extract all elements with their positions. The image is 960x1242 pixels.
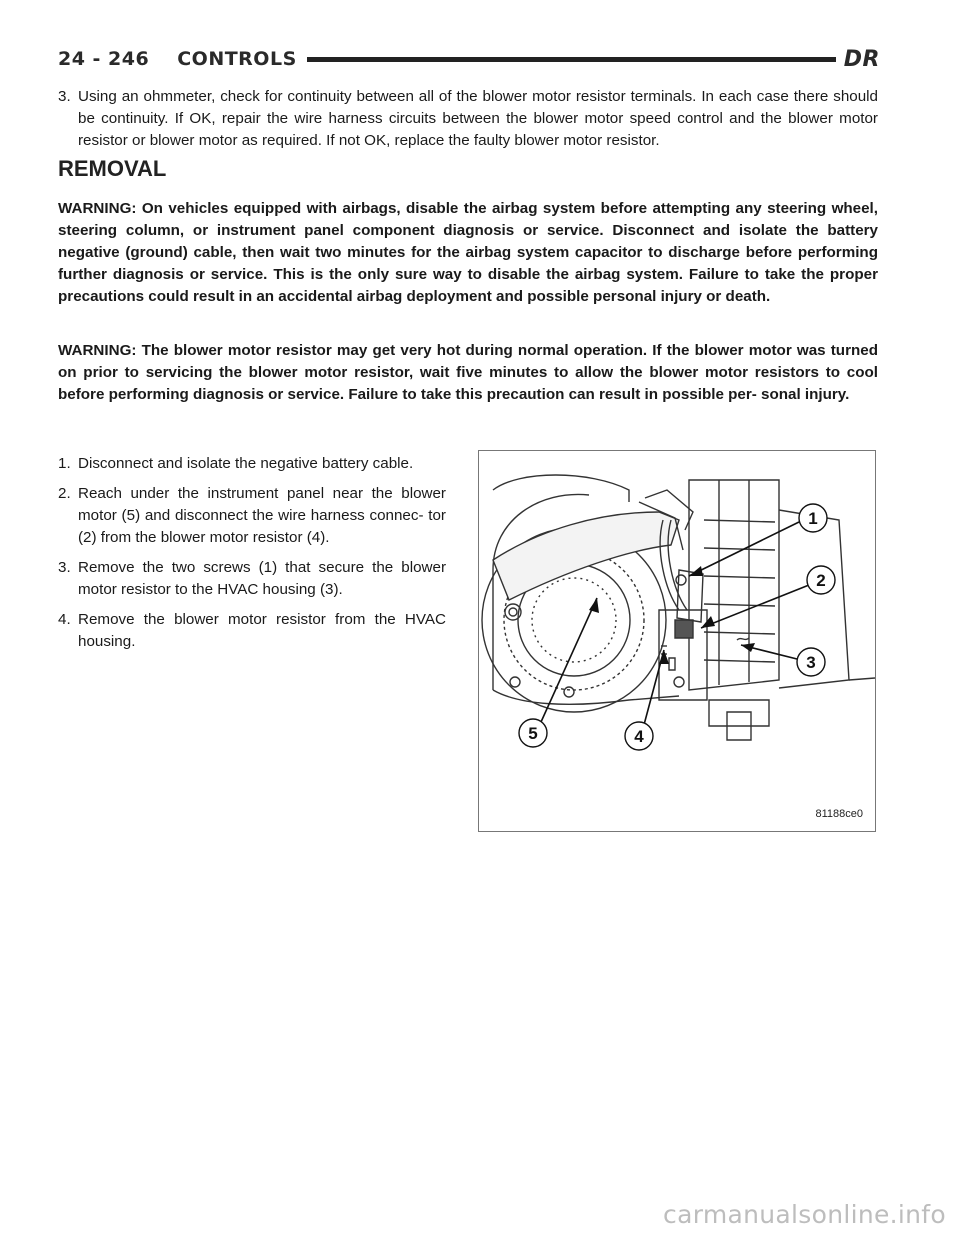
callout-5: 5 (528, 724, 538, 743)
callout-1: 1 (808, 509, 818, 528)
blower-resistor-figure (478, 450, 876, 832)
hvac-illustration (479, 450, 877, 832)
step-number: 1. (58, 455, 71, 472)
step-number: 3. (58, 559, 71, 576)
step-text: Reach under the instrument panel near the blower motor (5) and disconnect the wire harness connec- tor (2) from the blower motor resistor (4). (78, 485, 446, 546)
step-text: Remove the two screws (1) that secure the blower motor resistor to the HVAC housing (3). (78, 559, 446, 598)
removal-heading: REMOVAL (58, 156, 167, 181)
header-rule (307, 57, 836, 62)
watermark: carmanualsonline.info (663, 1200, 946, 1229)
callout-3: 3 (806, 653, 816, 672)
step-number: 2. (58, 485, 71, 502)
callout-4: 4 (634, 727, 644, 746)
hvac-housing-drawing (689, 480, 875, 740)
removal-step (58, 557, 446, 601)
removal-step (58, 453, 446, 475)
airbag-warning: WARNING: On vehicles equipped with airbags, disable the airbag system before attempting any steering wheel, steering column, or instrument panel component diagnosis or service. Disconnect and isolate the battery negative (ground) cable, then wait two minutes for the airbag system capacitor to discharge before performing further diagnosis or service. This is the only sure way to disable the airbag system. Failure to take the proper precautions could result in an accidental airbag deployment and possible personal injury or death. (58, 200, 878, 305)
blower-resistor-drawing (659, 520, 707, 700)
step-text: Using an ohmmeter, check for continuity between all of the blower motor resistor terminals. In each case there should be continuity. If OK, repair the wire harness circuits between the blower motor speed control and the blower motor resistor or blower motor as required. If not OK, replace the faulty blower motor resistor. (78, 88, 878, 149)
figure-id: 81188ce0 (815, 808, 863, 820)
removal-steps (58, 453, 446, 661)
duct-arm-drawing (493, 490, 693, 600)
step-text: Remove the blower motor resistor from the HVAC housing. (78, 611, 446, 650)
page-header (58, 44, 880, 74)
model-code: DR (843, 46, 880, 72)
removal-step (58, 609, 446, 653)
resistor-heat-warning: WARNING: The blower motor resistor may get very hot during normal operation. If the blower motor was turned on prior to servicing the blower motor resistor, wait five minutes to allow the blower motor resistors to cool before performing diagnosis or service. Failure to take this precaution can result in possible per- sonal injury. (58, 342, 878, 403)
step-number: 3. (58, 88, 71, 105)
section-title: CONTROLS (177, 48, 297, 70)
page-number: 24 - 246 (58, 48, 150, 70)
removal-step (58, 483, 446, 549)
intro-step (58, 86, 878, 152)
step-text: Disconnect and isolate the negative battery cable. (78, 455, 414, 472)
step-number: 4. (58, 611, 71, 628)
callout-2: 2 (816, 571, 826, 590)
